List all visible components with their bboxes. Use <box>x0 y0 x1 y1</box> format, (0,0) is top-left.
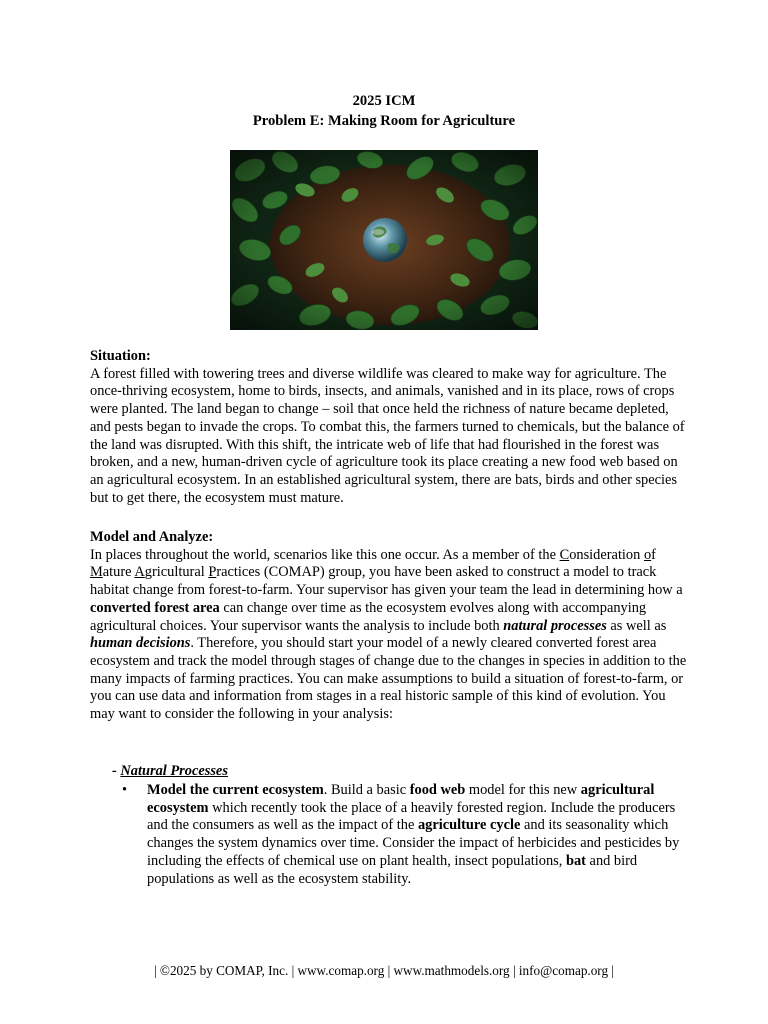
model-heading: Model and Analyze: <box>90 529 214 545</box>
natural-processes-list <box>120 782 680 888</box>
natural-processes-heading: - Natural Processes <box>112 763 228 779</box>
emphasis-converted-forest-area: converted forest area <box>90 599 220 616</box>
model-paragraph: In places throughout the world, scenarios like this one occur. As a member of the Consideration of Mature Agricultural Practices (COMAP) group, you have been asked to construct a model to track habitat change from forest-to-farm. Your supervisor has given your team the lead in determining how a converted forest area can change over time as the ecosystem evolves along with accompanying agricultural choices. Your supervisor wants the analysis to include both natural processes as well as human decisions. Therefore, you should start your model of a newly cleared converted forest area ecosystem and track the model through stages of change due to the changes in species in addition to the many impacts of farming practices. You can make assumptions to build a situation of forest-to-farm, or you can use data and information from stages in a real historic sample of this kind of evolution. You may want to consider the following in your analysis: <box>90 546 687 723</box>
situation-heading: Situation: <box>90 348 151 364</box>
title-year: 2025 ICM <box>352 93 416 109</box>
page-footer: | ©2025 by COMAP, Inc. | www.comap.org | www.mathmodels.org | info@comap.org | <box>153 963 614 978</box>
plants-with-globe-photo <box>230 150 538 330</box>
model-section <box>90 529 690 724</box>
bullet-text: Model the current ecosystem. Build a basic food web model for this new agricultural ecosystem which recently took the place of a heavily forested region. Include the producers and the consumers as well as the impact of the agriculture cycle and its seasonality which changes the system dynamics over time. Consider the impact of herbicides and pesticides by including the effects of chemical use on plant health, insect populations, bat and bird populations as well as the ecosystem stability. <box>147 782 680 887</box>
situation-paragraph: A forest filled with towering trees and diverse wildlife was cleared to make way for agriculture. The once-thriving ecosystem, home to birds, insects, and animals, vanished and in its place, rows of crops were planted. The land began to change – soil that once held the richness of nature became depleted, and pests began to invade the crops. To combat this, the farmers turned to chemicals, but the balance of the land was disrupted. With this shift, the intricate web of life that had flourished in the forest was broken, and a new, human-driven cycle of agriculture took its place creating a new food web based on an agricultural ecosystem. In an established agricultural system, there are bats, birds and other species but to get there, the ecosystem must mature. <box>90 365 685 506</box>
emphasis-human-decisions: human decisions <box>90 635 191 652</box>
list-item <box>120 782 680 888</box>
emphasis-natural-processes: natural processes <box>503 617 607 634</box>
bullet-icon: • <box>122 782 128 798</box>
situation-section <box>90 348 690 507</box>
problem-title: Problem E: Making Room for Agriculture <box>252 113 516 129</box>
